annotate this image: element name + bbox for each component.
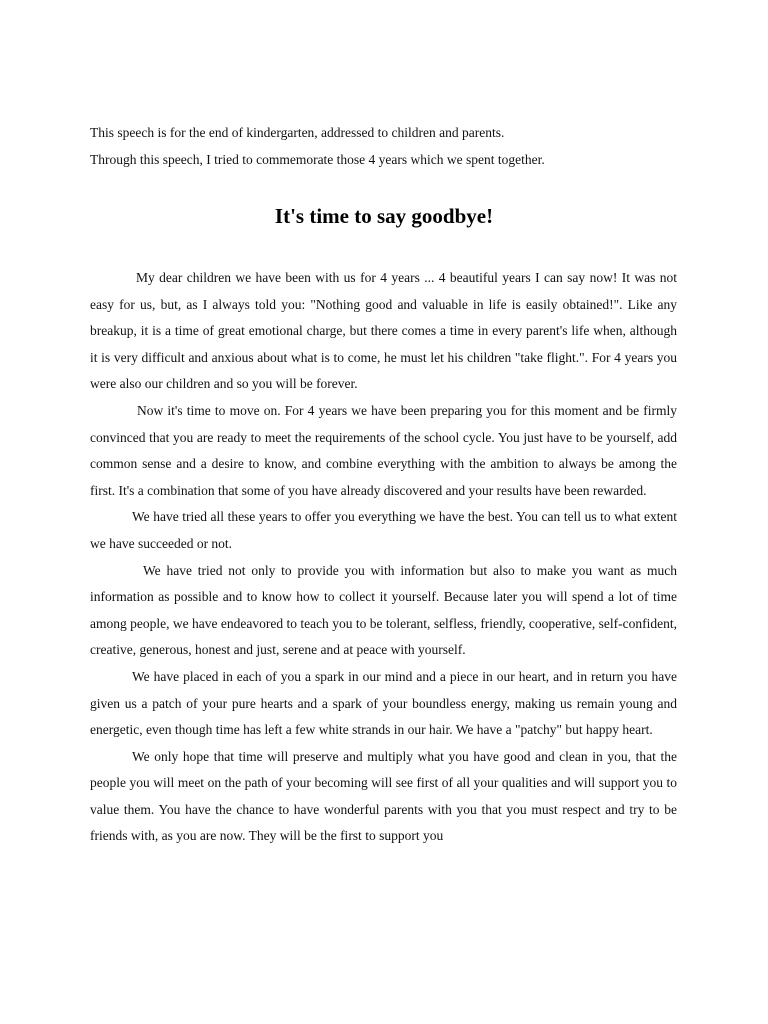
- speech-title: It's time to say goodbye!: [274, 204, 494, 228]
- paragraph-1: My dear children we have been with us for 4 years ... 4 beautiful years I can say now! It was not easy for us, but, as I always told you: "Nothing good and valuable in life is easily obtained!". Like any breakup, it is a time of great emotional charge, but there comes a time in every parent's life when, although it is very difficult and anxious about what is to come, he must let his children "take flight.". For 4 years you were also our children and so you will be forever.: [90, 270, 677, 392]
- paragraph-4: We have tried not only to provide you with information but also to make you want as much information as possible and to know how to collect it yourself. Because later you will spend a lot of time among people, we have endeavored to teach you to be tolerant, selfless, friendly, cooperative, self-confident, creative, generous, honest and just, serene and at peace with yourself.: [90, 562, 677, 658]
- intro-line-2: Through this speech, I tried to commemorate those 4 years which we spent together.: [90, 152, 545, 167]
- paragraph-3: We have tried all these years to offer you everything we have the best. You can tell us to what extent we have succeeded or not.: [90, 509, 677, 551]
- paragraph-2: Now it's time to move on. For 4 years we have been preparing you for this moment and be firmly convinced that you are ready to meet the requirements of the school cycle. You just have to be yourself, add common sense and a desire to know, and combine everything with the ambition to always be among the first. It's a combination that some of you have already discovered and your results have been rewarded.: [90, 402, 677, 498]
- paragraph-5: We have placed in each of you a spark in our mind and a piece in our heart, and in return you have given us a patch of your pure hearts and a spark of your boundless energy, making us remain young and energetic, even though time has left a few white strands in our hair. We have a "patchy" but happy heart.: [90, 668, 677, 738]
- intro-note: [90, 119, 690, 173]
- paragraph-6: We only hope that time will preserve and multiply what you have good and clean in you, that the people you will meet on the path of your becoming will see first of all your qualities and will support you to value them. You have the chance to have wonderful parents with you that you must respect and try to be friends with, as you are now. They will be the first to support you: [90, 748, 677, 844]
- speech-body: [90, 265, 677, 850]
- intro-line-1: This speech is for the end of kindergarten, addressed to children and parents.: [90, 125, 505, 140]
